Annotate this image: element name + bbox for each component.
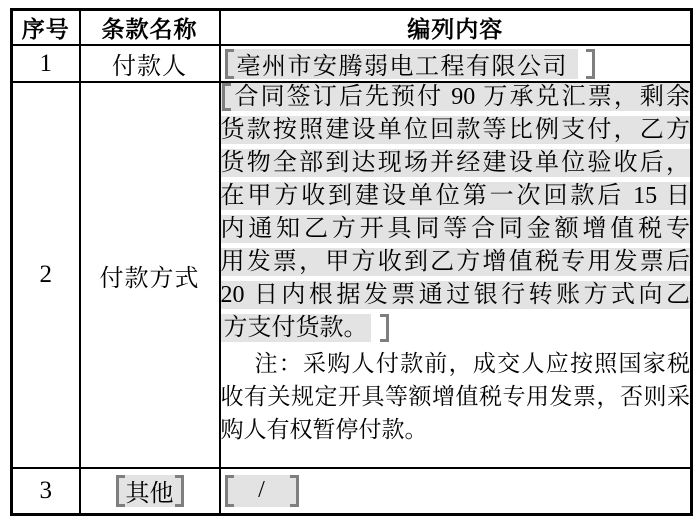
payment-field-line: 合同签订后先预付 90 万承兑汇票，剩余 bbox=[221, 83, 691, 111]
payment-form-field[interactable] bbox=[221, 83, 691, 342]
payment-field-line: 方支付货款。 bbox=[221, 314, 691, 342]
clause-name-payer: 付款人 bbox=[80, 45, 220, 82]
payment-note: 注：采购人付款前，成交人应按照国家税收有关规定开具等额增值税专用发票，否则采购人有权暂停付款。 bbox=[220, 351, 690, 442]
clause-table bbox=[10, 8, 693, 516]
field-bracket-left-icon bbox=[225, 475, 234, 507]
field-bracket-right-icon bbox=[380, 314, 389, 342]
payer-field-text: 亳州市安腾弱电工程有限公司 bbox=[236, 54, 568, 80]
other-name-form-field[interactable] bbox=[116, 475, 184, 507]
other-form-field[interactable] bbox=[225, 475, 299, 507]
table-row-payment-method bbox=[12, 82, 692, 468]
row-number: 1 bbox=[12, 45, 80, 82]
table-row-other bbox=[12, 468, 692, 514]
field-bracket-right-icon bbox=[586, 49, 595, 79]
field-bracket-left-icon bbox=[222, 83, 231, 111]
payer-form-field[interactable] bbox=[225, 49, 691, 79]
payment-field-line: 用发票，甲方收到乙方增值税专用发票后 bbox=[220, 249, 690, 275]
field-bracket-right-icon bbox=[175, 475, 184, 507]
field-bracket-right-icon bbox=[290, 475, 299, 507]
payment-field-line: 内通知乙方开具同等合同金额增值税专 bbox=[220, 216, 690, 242]
payment-content-cell bbox=[220, 82, 692, 468]
other-content-cell bbox=[220, 468, 692, 514]
field-bracket-left-icon bbox=[116, 475, 125, 507]
clause-name-payment: 付款方式 bbox=[80, 82, 220, 468]
other-field-text: / bbox=[258, 477, 265, 504]
payment-field-line: 货物全部到达现场并经建设单位验收后， bbox=[220, 150, 690, 176]
header-row bbox=[12, 10, 692, 46]
other-name-cell bbox=[80, 468, 220, 514]
header-cell-content: 编列内容 bbox=[220, 10, 692, 46]
row-number: 3 bbox=[12, 468, 80, 514]
payment-field-line: 20 日内根据发票通过银行转账方式向乙 bbox=[220, 282, 690, 308]
payment-field-line: 在甲方收到建设单位第一次回款后 15 日 bbox=[220, 183, 690, 209]
header-cell-name: 条款名称 bbox=[80, 10, 220, 46]
field-bracket-left-icon bbox=[225, 49, 234, 79]
row-number: 2 bbox=[12, 82, 80, 468]
other-name-text: 其他 bbox=[125, 481, 174, 508]
header-cell-no: 序号 bbox=[12, 10, 80, 46]
table-row-payer bbox=[12, 45, 692, 82]
payment-field-line: 货款按照建设单位回款等比例支付，乙方 bbox=[220, 117, 690, 143]
payer-content-cell bbox=[220, 45, 692, 82]
